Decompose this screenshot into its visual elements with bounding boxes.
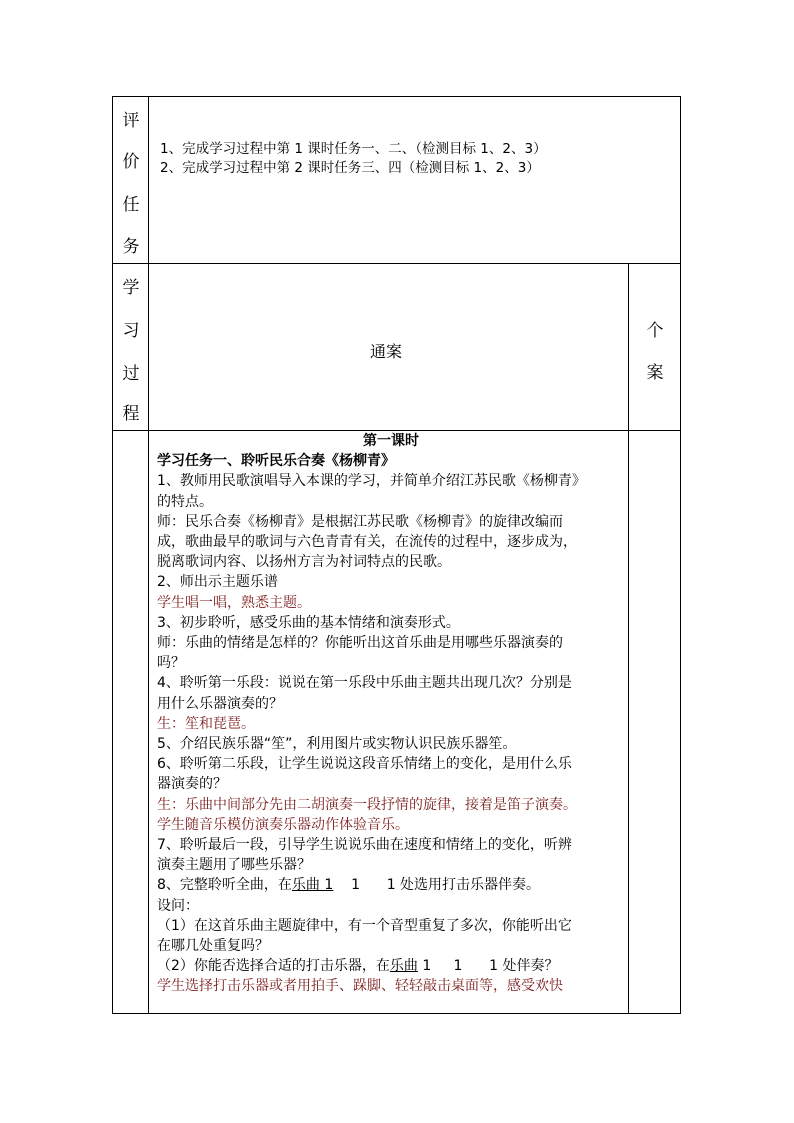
- text-run: 8、完整聆听全曲，在: [157, 877, 292, 894]
- evaluation-tasks: [160, 140, 547, 178]
- task-title: 学习任务一、聆听民乐合奏《杨柳青》: [157, 453, 395, 470]
- gean-header-char: 案: [646, 363, 664, 383]
- student-answer: 生：笙和琵琶。: [157, 715, 255, 732]
- student-answer: 生：乐曲中间部分先由二胡演奏一段抒情的旋律，接着是笛子演奏。: [157, 796, 577, 813]
- gean-header-char: 个: [646, 321, 664, 341]
- process-label-char: 习: [122, 321, 140, 341]
- underlined-run: 乐曲 1: [291, 877, 334, 894]
- process-label: [113, 263, 149, 430]
- evaluation-label-char: 价: [122, 152, 140, 172]
- student-activity: 学生唱一唱，熟悉主题。: [157, 594, 311, 611]
- paragraph: 师：民乐合奏《杨柳青》是根据江苏民歌《杨柳青》的旋律改编而: [157, 513, 563, 530]
- evaluation-task-line: 2、完成学习过程中第 2 课时任务三、四（检测目标 1、2、3）: [160, 160, 540, 176]
- text-run: （2）你能否选择合适的打击乐器，在: [157, 958, 390, 975]
- paragraph: （1）在这首乐曲主题旋律中，有一个音型重复了多次，你能听出它: [157, 917, 572, 934]
- paragraph: [157, 875, 625, 895]
- paragraph: 脱离歌词内容、以扬州方言为衬词特点的民歌。: [157, 554, 451, 571]
- lesson-content: [157, 431, 625, 997]
- paragraph: 演奏主题用了哪些乐器？: [157, 857, 311, 874]
- text-run: 1 1 1 处伴奏？: [417, 958, 559, 975]
- underlined-run: 乐曲: [389, 958, 418, 975]
- paragraph: 2、师出示主题乐谱: [157, 574, 278, 591]
- paragraph: 器演奏的？: [157, 776, 227, 793]
- paragraph: 成，歌曲最早的歌词与六色青青有关，在流传的过程中，逐步成为，: [157, 534, 577, 551]
- student-activity: 学生随音乐模仿演奏乐器动作体验音乐。: [157, 816, 409, 833]
- paragraph: 设问：: [157, 897, 199, 914]
- process-label-char: 过: [122, 364, 140, 384]
- paragraph: 5、介绍民族乐器“笙”，利用图片或实物认识民族乐器笙。: [157, 736, 517, 753]
- gean-column-divider: [628, 263, 629, 1014]
- evaluation-task-line: 1、完成学习过程中第 1 课时任务一、二、（检测目标 1、2、3）: [160, 141, 547, 157]
- evaluation-label: [113, 96, 149, 263]
- table-border-top: [112, 96, 681, 97]
- process-label-char: 学: [122, 278, 140, 298]
- paragraph: 吗？: [157, 655, 185, 672]
- paragraph: 7、聆听最后一段，引导学生说说乐曲在速度和情绪上的变化，听辨: [157, 837, 572, 854]
- paragraph: [157, 956, 625, 976]
- paragraph: 用什么乐器演奏的？: [157, 695, 283, 712]
- paragraph: 师：乐曲的情绪是怎样的？你能听出这首乐曲是用哪些乐器演奏的: [157, 635, 563, 652]
- paragraph: 在哪几处重复吗？: [157, 938, 269, 955]
- student-activity: 学生选择打击乐器或者用拍手、跺脚、轻轻敲击桌面等，感受欢快: [157, 978, 563, 995]
- paragraph: 4、聆听第一乐段：说说在第一乐段中乐曲主题共出现几次？分别是: [157, 675, 572, 692]
- evaluation-label-char: 评: [122, 111, 140, 131]
- table-border-bottom: [112, 1013, 681, 1014]
- paragraph: 6、聆听第二乐段，让学生说说这段音乐情绪上的变化，是用什么乐: [157, 756, 572, 773]
- paragraph: 3、初步聆听，感受乐曲的基本情绪和演奏形式。: [157, 614, 460, 631]
- row-divider-1: [112, 263, 681, 264]
- paragraph: 1、教师用民歌演唱导入本课的学习，并简单介绍江苏民歌《杨柳青》: [157, 473, 586, 490]
- text-run: 1 1 处选用打击乐器伴奏。: [333, 877, 541, 894]
- tongan-header: 通案: [370, 342, 403, 361]
- evaluation-label-char: 任: [122, 195, 140, 215]
- evaluation-label-char: 务: [122, 237, 140, 257]
- table-border-right: [680, 96, 681, 1014]
- lesson-title: 第一课时: [363, 433, 419, 449]
- process-label-char: 程: [122, 404, 140, 424]
- paragraph: 的特点。: [157, 493, 213, 510]
